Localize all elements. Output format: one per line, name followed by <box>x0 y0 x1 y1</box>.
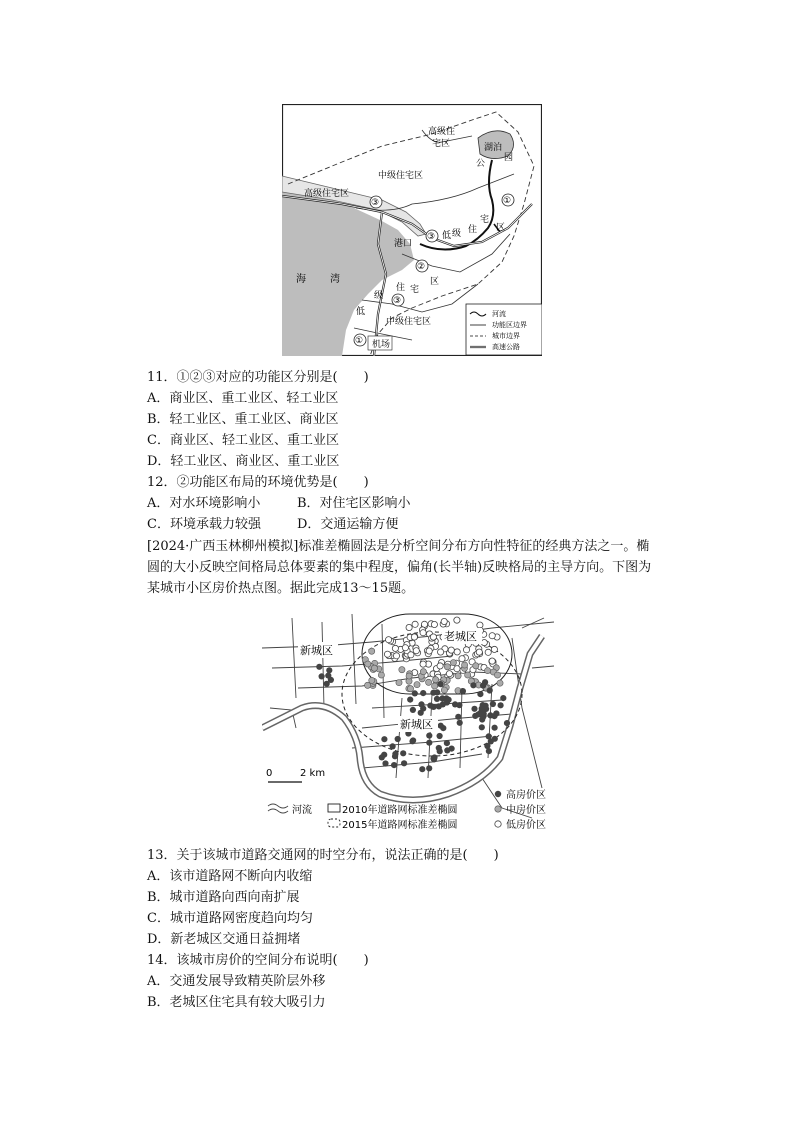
mid-price-dot <box>369 648 375 654</box>
q12-option-d[interactable]: D．交通运输方便 <box>297 517 399 532</box>
circle-2: ② <box>417 262 426 272</box>
high-price-dot <box>400 750 406 756</box>
high-price-dot <box>437 681 443 687</box>
low-price-dot <box>454 617 460 623</box>
label-low-res-b0: 区 <box>430 277 440 287</box>
high-price-dot <box>390 743 396 749</box>
high-price-dot <box>498 702 504 708</box>
label-port: 港口 <box>394 239 413 249</box>
high-price-dot <box>477 691 483 697</box>
mid-price-dot <box>420 669 426 675</box>
map1-legend <box>466 304 542 355</box>
label-low-res-b4: 低 <box>356 307 366 317</box>
low-price-dot <box>430 634 436 640</box>
mid-price-dot <box>450 660 456 666</box>
mid-price-dot <box>444 664 450 670</box>
mid-price-dot <box>369 677 375 683</box>
low-price-dot <box>406 624 412 630</box>
high-price-dot <box>431 754 437 760</box>
low-price-dot <box>477 622 483 628</box>
high-price-dot <box>316 664 322 670</box>
high-price-dot <box>392 753 398 759</box>
mid-price-dot <box>494 672 500 678</box>
mid-price-dot <box>365 661 371 667</box>
label-airport: 机场 <box>372 340 391 350</box>
q13-option-d[interactable]: D．新老城区交通日益拥堵 <box>147 932 301 947</box>
label-high-res-top-2: 宅区 <box>432 139 451 149</box>
legend-high-price: 高房价区 <box>506 790 546 801</box>
scale-zero: 0 <box>266 768 273 779</box>
high-price-dot <box>490 701 496 707</box>
q13-option-c[interactable]: C．城市道路网密度趋向均匀 <box>147 911 313 926</box>
high-price-dot <box>460 688 466 694</box>
label-low-res-b2: 住 <box>396 283 406 293</box>
housing-price-hotspot-map <box>262 608 554 834</box>
low-price-dot <box>454 649 460 655</box>
label-low-res-r3: 宅 <box>480 215 490 225</box>
high-price-dot <box>391 762 397 768</box>
mid-price-dot <box>497 680 503 686</box>
label-low-res-r4: 区 <box>496 223 506 233</box>
high-price-dot <box>426 740 432 746</box>
high-price-dot <box>479 724 485 730</box>
low-price-dot <box>463 647 469 653</box>
label-new-city-left: 新城区 <box>300 644 333 657</box>
low-price-dot <box>448 647 454 653</box>
scale-2km: 2 km <box>300 768 326 779</box>
high-price-dot <box>426 733 432 739</box>
label-low-res-r1: 级 <box>452 229 462 239</box>
circle-1-bottom: ① <box>355 336 364 346</box>
q13-option-a[interactable]: A．该市道路网不断向内收缩 <box>147 869 313 884</box>
high-price-dot <box>444 740 450 746</box>
label-mid-res-top: 中级住宅区 <box>378 171 424 181</box>
low-price-dot <box>412 621 418 627</box>
high-price-dot <box>434 696 440 702</box>
low-price-dot <box>420 661 426 667</box>
high-price-dot <box>479 716 485 722</box>
low-price-dot <box>476 649 482 655</box>
low-price-dot <box>441 618 447 624</box>
mid-price-dot <box>485 668 491 674</box>
label-new-city-center: 新城区 <box>400 718 433 731</box>
mid-price-dot <box>455 673 461 679</box>
low-price-dot <box>386 637 392 643</box>
q11-option-a[interactable]: A．商业区、重工业区、轻工业区 <box>147 391 339 406</box>
label-low-res-r2: 住 <box>468 225 478 235</box>
low-price-dot <box>431 621 437 627</box>
high-price-dot <box>471 706 477 712</box>
low-price-dot <box>437 663 443 669</box>
q11-stem: 11．①②③对应的功能区分别是( ) <box>147 370 369 385</box>
mid-price-dot <box>433 677 439 683</box>
label-sea-2: 湾 <box>330 274 340 285</box>
legend-ellipse-2015: 2015年道路网标准差椭圆 <box>342 820 458 831</box>
mid-price-dot <box>414 682 420 688</box>
map2-legend <box>268 788 546 831</box>
high-price-dot <box>426 765 432 771</box>
label-old-city: 老城区 <box>444 630 477 643</box>
low-price-dot <box>411 634 417 640</box>
high-price-dot <box>430 690 436 696</box>
high-price-dot <box>439 695 445 701</box>
low-price-dot <box>489 633 495 639</box>
high-price-dot <box>491 713 497 719</box>
high-price-dot <box>446 697 452 703</box>
label-low-res-b1: 宅 <box>410 285 420 295</box>
high-price-dot <box>407 697 413 703</box>
q12-option-c[interactable]: C．环境承载力较强 <box>147 517 261 532</box>
label-mid-res-bottom: 中级住宅区 <box>386 317 432 327</box>
low-price-dot <box>413 648 419 654</box>
label-high-res-left: 高级住宅区 <box>304 189 350 199</box>
high-price-dot <box>492 725 498 731</box>
mid-price-dot <box>441 687 447 693</box>
high-price-dot <box>438 723 444 729</box>
high-price-dot <box>381 736 387 742</box>
q14-option-a[interactable]: A．交通发展导致精英阶层外移 <box>147 974 326 989</box>
low-price-dot <box>454 666 460 672</box>
high-price-dot <box>440 701 446 707</box>
high-price-dot <box>437 748 443 754</box>
label-sea-1: 海 <box>296 274 306 285</box>
q12-option-b[interactable]: B．对住宅区影响小 <box>297 496 411 511</box>
circle-3-center: ③ <box>427 232 436 242</box>
high-price-dot <box>420 706 426 712</box>
mid-price-dot <box>378 672 384 678</box>
label-park-2: 园 <box>504 153 514 163</box>
q11-option-d[interactable]: D．轻工业区、商业区、重工业区 <box>147 454 340 469</box>
label-low-res-b3: 级 <box>374 291 384 301</box>
mid-price-dot <box>396 680 402 686</box>
legend-low-price: 低房价区 <box>506 820 546 831</box>
mid-price-dot <box>426 679 432 685</box>
high-price-dot <box>326 667 332 673</box>
high-price-dot <box>480 683 486 689</box>
low-price-dot <box>459 656 465 662</box>
q13-option-b[interactable]: B．城市道路向西向南扩展 <box>147 890 300 905</box>
high-price-dot <box>430 704 436 710</box>
high-price-dot <box>379 754 385 760</box>
label-park-1: 公 <box>476 159 486 169</box>
legend-highway: 高速公路 <box>492 343 520 351</box>
high-price-dot <box>456 702 462 708</box>
legend-river-2: 河流 <box>292 805 312 816</box>
legend-city-boundary: 城市边界 <box>492 332 520 340</box>
high-price-dot <box>487 687 493 693</box>
circle-3-top: ③ <box>371 198 380 208</box>
low-price-dot <box>485 649 491 655</box>
legend-zone-boundary: 功能区边界 <box>492 321 527 329</box>
label-lake: 湖泊 <box>484 143 503 153</box>
mid-price-dot <box>432 683 438 689</box>
mid-price-dot <box>462 662 468 668</box>
q12-option-a[interactable]: A．对水环境影响小 <box>147 496 261 511</box>
mid-price-dot <box>473 663 479 669</box>
q11-option-c[interactable]: C．商业区、轻工业区、重工业区 <box>147 433 339 448</box>
high-price-dot <box>412 690 418 696</box>
mid-price-dot <box>406 673 412 679</box>
high-price-dot <box>401 760 407 766</box>
high-price-dot <box>410 707 416 713</box>
low-price-dot <box>438 649 444 655</box>
low-price-dot <box>426 648 432 654</box>
mid-price-dot <box>371 665 377 671</box>
high-price-dot <box>470 682 476 688</box>
low-price-dot <box>421 621 427 627</box>
intro-paragraph: [2024·广西玉林柳州模拟]标准差椭圆法是分析空间分布方向性特征的经典方法之一。椭圆的大小反映空间格局总体要素的集中程度，偏角(长半轴)反映格局的主导方向。下图为某城市小区房价热点图。据此完成13～15题。 <box>147 539 652 596</box>
low-price-dot <box>481 640 487 646</box>
legend-mid-price: 中房价区 <box>506 805 546 816</box>
label-low-res-r0: 低 <box>442 231 452 241</box>
high-price-dot <box>325 673 331 679</box>
high-price-dot <box>437 733 443 739</box>
legend-river: 河流 <box>492 310 506 318</box>
mid-price-dot <box>407 686 413 692</box>
high-price-dot <box>500 695 506 701</box>
low-price-dot <box>392 645 398 651</box>
low-price-dot <box>420 630 426 636</box>
low-price-dot <box>393 653 399 659</box>
q13-stem: 13．关于该城市道路交通网的时空分布，说法正确的是( ) <box>147 848 499 863</box>
high-price-dot <box>419 766 425 772</box>
high-price-dot <box>455 714 461 720</box>
low-price-dot <box>402 645 408 651</box>
high-price-dot <box>420 690 426 696</box>
mid-price-dot <box>399 667 405 673</box>
q14-option-b[interactable]: B．老城区住宅具有较大吸引力 <box>147 995 326 1010</box>
high-price-dot <box>382 760 388 766</box>
q12-stem: 12．②功能区布局的环境优势是( ) <box>147 475 369 490</box>
circle-3-bottom: ③ <box>393 296 402 306</box>
low-price-dot <box>408 652 414 658</box>
low-price-dot <box>384 651 390 657</box>
q14-stem: 14．该城市房价的空间分布说明( ) <box>147 953 369 968</box>
high-price-dot <box>504 720 510 726</box>
low-price-dot <box>489 658 495 664</box>
city-functional-zones-map <box>282 104 542 356</box>
q11-option-b[interactable]: B．轻工业区、重工业区、商业区 <box>147 412 339 427</box>
high-price-dot <box>457 720 463 726</box>
high-price-dot <box>324 681 330 687</box>
high-price-dot <box>410 737 416 743</box>
low-price-dot <box>446 671 452 677</box>
high-price-dot <box>484 743 490 749</box>
high-price-dot <box>319 673 325 679</box>
low-price-dot <box>491 646 497 652</box>
label-high-res-top: 高级住 <box>428 127 456 137</box>
high-price-dot <box>449 746 455 752</box>
mid-price-dot <box>465 672 471 678</box>
mid-price-dot <box>365 682 371 688</box>
legend-ellipse-2010: 2010年道路网标准差椭圆 <box>342 805 458 816</box>
circle-1-right: ① <box>503 196 512 206</box>
high-price-dot <box>395 736 401 742</box>
